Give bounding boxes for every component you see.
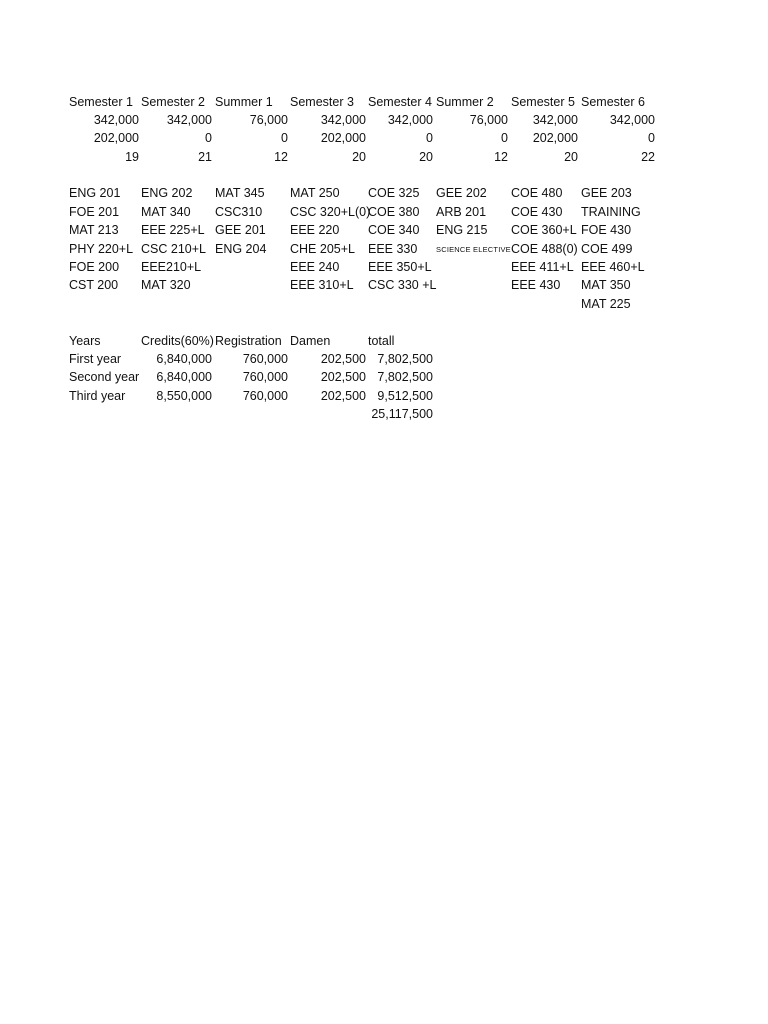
science-elective-cell: SCIENCE ELECTIVE	[436, 245, 511, 254]
course-cell: PHY 220+L	[69, 242, 134, 256]
semester-header-7: Semester 5	[511, 95, 575, 109]
semester-extra-cell: 202,000	[93, 131, 139, 145]
course-cell: EEE 240	[290, 260, 340, 274]
course-cell: CSC310	[215, 205, 263, 219]
course-cell: TRAINING	[581, 205, 641, 219]
course-cell: EEE 350+L	[368, 260, 432, 274]
course-cell: COE 360+L	[511, 223, 577, 237]
semester-header-1: Semester 1	[69, 95, 133, 109]
costs-header-registration: Registration	[215, 334, 282, 348]
semester-header-2: Semester 2	[141, 95, 205, 109]
grand-total: 25,117,500	[371, 407, 433, 421]
semester-fee-cell: 342,000	[93, 113, 139, 127]
course-cell: MAT 320	[141, 278, 191, 292]
course-cell: EEE 460+L	[581, 260, 645, 274]
course-cell: MAT 340	[141, 205, 191, 219]
course-cell: GEE 201	[215, 223, 266, 237]
course-cell: EEE 330	[368, 242, 418, 256]
semester-extra-cell: 0	[501, 131, 508, 145]
costs-total-cell: 9,512,500	[377, 389, 433, 403]
costs-year-label: First year	[69, 352, 122, 366]
costs-total-cell: 7,802,500	[377, 370, 433, 384]
semester-fee-cell: 342,000	[609, 113, 655, 127]
course-cell: EEE 310+L	[290, 278, 354, 292]
semester-fee-cell: 342,000	[532, 113, 578, 127]
course-cell: CSC 320+L(0)	[290, 205, 371, 219]
costs-credits-cell: 8,550,000	[156, 389, 212, 403]
semester-header-5: Semester 4	[368, 95, 432, 109]
course-cell: EEE 225+L	[141, 223, 205, 237]
course-cell: EEE210+L	[141, 260, 202, 274]
course-cell: GEE 202	[436, 186, 487, 200]
semester-credits-cell: 12	[274, 150, 288, 164]
semester-credits-cell: 12	[494, 150, 508, 164]
course-cell: COE 480	[511, 186, 563, 200]
costs-header-credits: Credits(60%)	[141, 334, 214, 348]
course-cell: MAT 213	[69, 223, 119, 237]
semester-credits-cell: 20	[352, 150, 366, 164]
costs-damen-cell: 202,500	[320, 370, 366, 384]
semester-extra-cell: 202,000	[320, 131, 366, 145]
semester-credits-cell: 20	[419, 150, 433, 164]
course-cell: MAT 350	[581, 278, 631, 292]
costs-registration-cell: 760,000	[242, 370, 288, 384]
semester-fee-cell: 342,000	[387, 113, 433, 127]
costs-year-label: Second year	[69, 370, 140, 384]
course-cell: FOE 201	[69, 205, 120, 219]
course-cell: COE 488(0)	[511, 242, 578, 256]
course-cell: FOE 430	[581, 223, 632, 237]
semester-credits-cell: 19	[125, 150, 139, 164]
semester-extra-cell: 0	[648, 131, 655, 145]
costs-registration-cell: 760,000	[242, 389, 288, 403]
course-cell: MAT 225	[581, 297, 631, 311]
course-cell: COE 499	[581, 242, 633, 256]
course-cell: MAT 345	[215, 186, 265, 200]
semester-fee-cell: 76,000	[249, 113, 288, 127]
semester-extra-cell: 0	[205, 131, 212, 145]
costs-registration-cell: 760,000	[242, 352, 288, 366]
semester-header-8: Semester 6	[581, 95, 645, 109]
costs-header-years: Years	[69, 334, 101, 348]
course-cell: FOE 200	[69, 260, 120, 274]
semester-extra-cell: 0	[281, 131, 288, 145]
semester-fee-cell: 76,000	[469, 113, 508, 127]
semester-extra-cell: 0	[426, 131, 433, 145]
semester-fee-cell: 342,000	[166, 113, 212, 127]
course-cell: ENG 215	[436, 223, 488, 237]
semester-extra-cell: 202,000	[532, 131, 578, 145]
course-cell: ENG 201	[69, 186, 121, 200]
course-cell: COE 325	[368, 186, 420, 200]
course-cell: CSC 210+L	[141, 242, 206, 256]
course-cell: COE 340	[368, 223, 420, 237]
course-cell: EEE 430	[511, 278, 561, 292]
costs-damen-cell: 202,500	[320, 352, 366, 366]
course-cell: EEE 220	[290, 223, 340, 237]
costs-total-cell: 7,802,500	[377, 352, 433, 366]
semester-header-4: Semester 3	[290, 95, 354, 109]
course-cell: ARB 201	[436, 205, 487, 219]
course-cell: COE 380	[368, 205, 420, 219]
semester-credits-cell: 21	[198, 150, 212, 164]
costs-year-label: Third year	[69, 389, 126, 403]
course-cell: COE 430	[511, 205, 563, 219]
course-cell: GEE 203	[581, 186, 632, 200]
semester-header-3: Summer 1	[215, 95, 273, 109]
course-cell: MAT 250	[290, 186, 340, 200]
course-cell: CHE 205+L	[290, 242, 355, 256]
semester-fee-cell: 342,000	[320, 113, 366, 127]
course-cell: ENG 204	[215, 242, 267, 256]
costs-damen-cell: 202,500	[320, 389, 366, 403]
course-cell: EEE 411+L	[511, 260, 574, 274]
costs-credits-cell: 6,840,000	[156, 370, 212, 384]
course-cell: CST 200	[69, 278, 119, 292]
costs-header-total: totall	[368, 334, 395, 348]
semester-credits-cell: 22	[641, 150, 655, 164]
course-cell: ENG 202	[141, 186, 193, 200]
course-cell: CSC 330 +L	[368, 278, 437, 292]
semester-credits-cell: 20	[564, 150, 578, 164]
semester-header-6: Summer 2	[436, 95, 494, 109]
costs-credits-cell: 6,840,000	[156, 352, 212, 366]
costs-header-damen: Damen	[290, 334, 331, 348]
